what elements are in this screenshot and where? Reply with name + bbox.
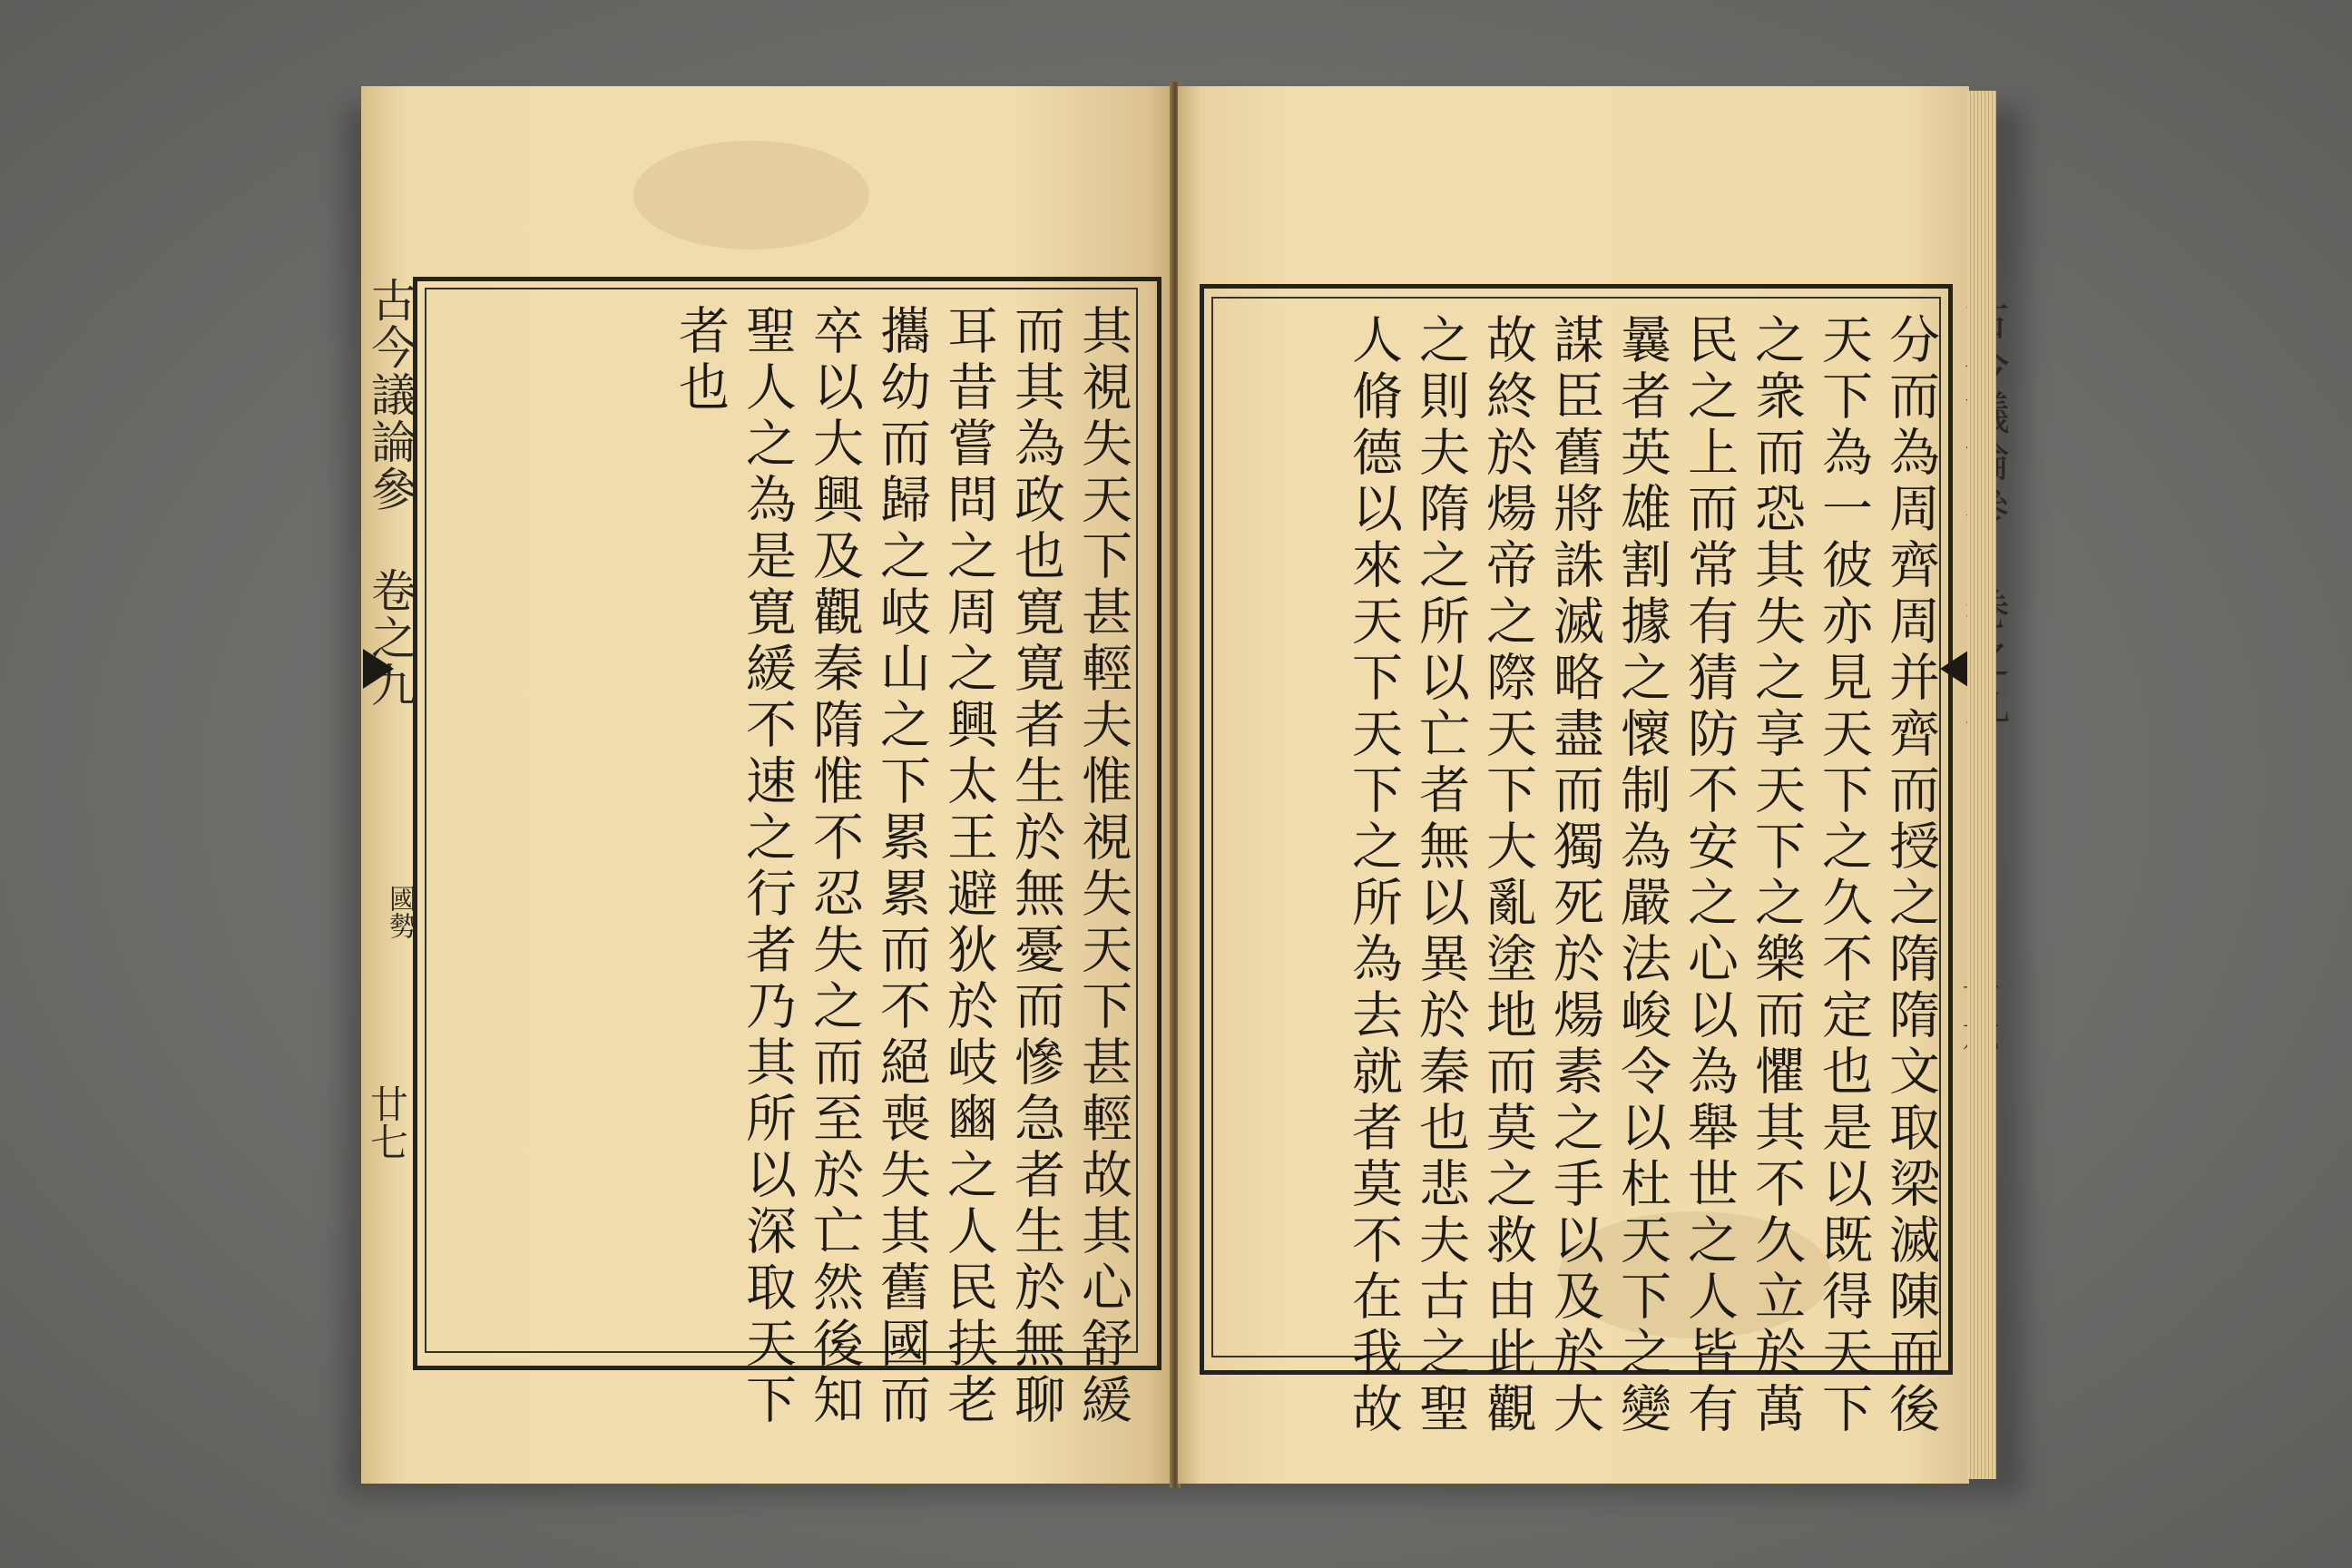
text-column: 耳昔嘗問之周之興太王避狄於岐豳之人民扶老 <box>939 304 998 1429</box>
fishtail-mark-icon <box>363 649 394 689</box>
left-margin-section: 國勢 <box>384 885 416 939</box>
text-column: 攜幼而歸之岐山之下累累而不絕喪失其舊國而 <box>872 304 931 1429</box>
text-column: 人脩德以來天下天下之所為去就者莫不在我故 <box>1344 313 1403 1438</box>
right-text-columns <box>1228 313 1940 1438</box>
text-column: 分而為周齊周并齊而授之隋隋文取梁滅陳而後 <box>1881 313 1940 1438</box>
text-column: 曩者英雄割據之懷制為嚴法峻令以杜天下之變 <box>1612 313 1671 1438</box>
left-margin-folio: 廿七 <box>365 1084 409 1161</box>
margin-volume: 卷之九 <box>364 567 416 709</box>
left-margin-title: 古今議論參卷之九 <box>358 277 423 709</box>
text-column: 之則夫隋之所以亡者無以異於秦也悲夫古之聖 <box>1411 313 1470 1438</box>
text-column: 故終於煬帝之際天下大亂塗地而莫之救由此觀 <box>1478 313 1537 1438</box>
text-column: 而其為政也寛寛者生於無憂而慘急者生於無聊 <box>1006 304 1065 1429</box>
text-column: 天下為一彼亦見天下之久不定也是以既得天下 <box>1814 313 1873 1438</box>
text-column: 民之上而常有猜防不安之心以為舉世之人皆有 <box>1680 313 1739 1438</box>
left-text-columns <box>520 304 1132 1429</box>
page-edges <box>1967 91 1996 1479</box>
paper-stain <box>633 141 869 250</box>
text-column: 聖人之為是寛緩不速之行者乃其所以深取天下 <box>738 304 797 1429</box>
text-column: 卒以大興及觀秦隋惟不忍失之而至於亡然後知 <box>805 304 864 1429</box>
text-column: 之衆而恐其失之享天下之樂而懼其不久立於萬 <box>1747 313 1806 1438</box>
left-page <box>361 86 1171 1484</box>
text-column: 謀臣舊將誅滅略盡而獨死於煬素之手以及於大 <box>1545 313 1604 1438</box>
fishtail-mark-icon <box>1940 649 1971 689</box>
text-column: 者也 <box>671 304 730 416</box>
text-column: 其視失天下甚輕夫惟視失天下甚輕故其心舒緩 <box>1073 304 1132 1429</box>
right-page <box>1178 86 1969 1484</box>
